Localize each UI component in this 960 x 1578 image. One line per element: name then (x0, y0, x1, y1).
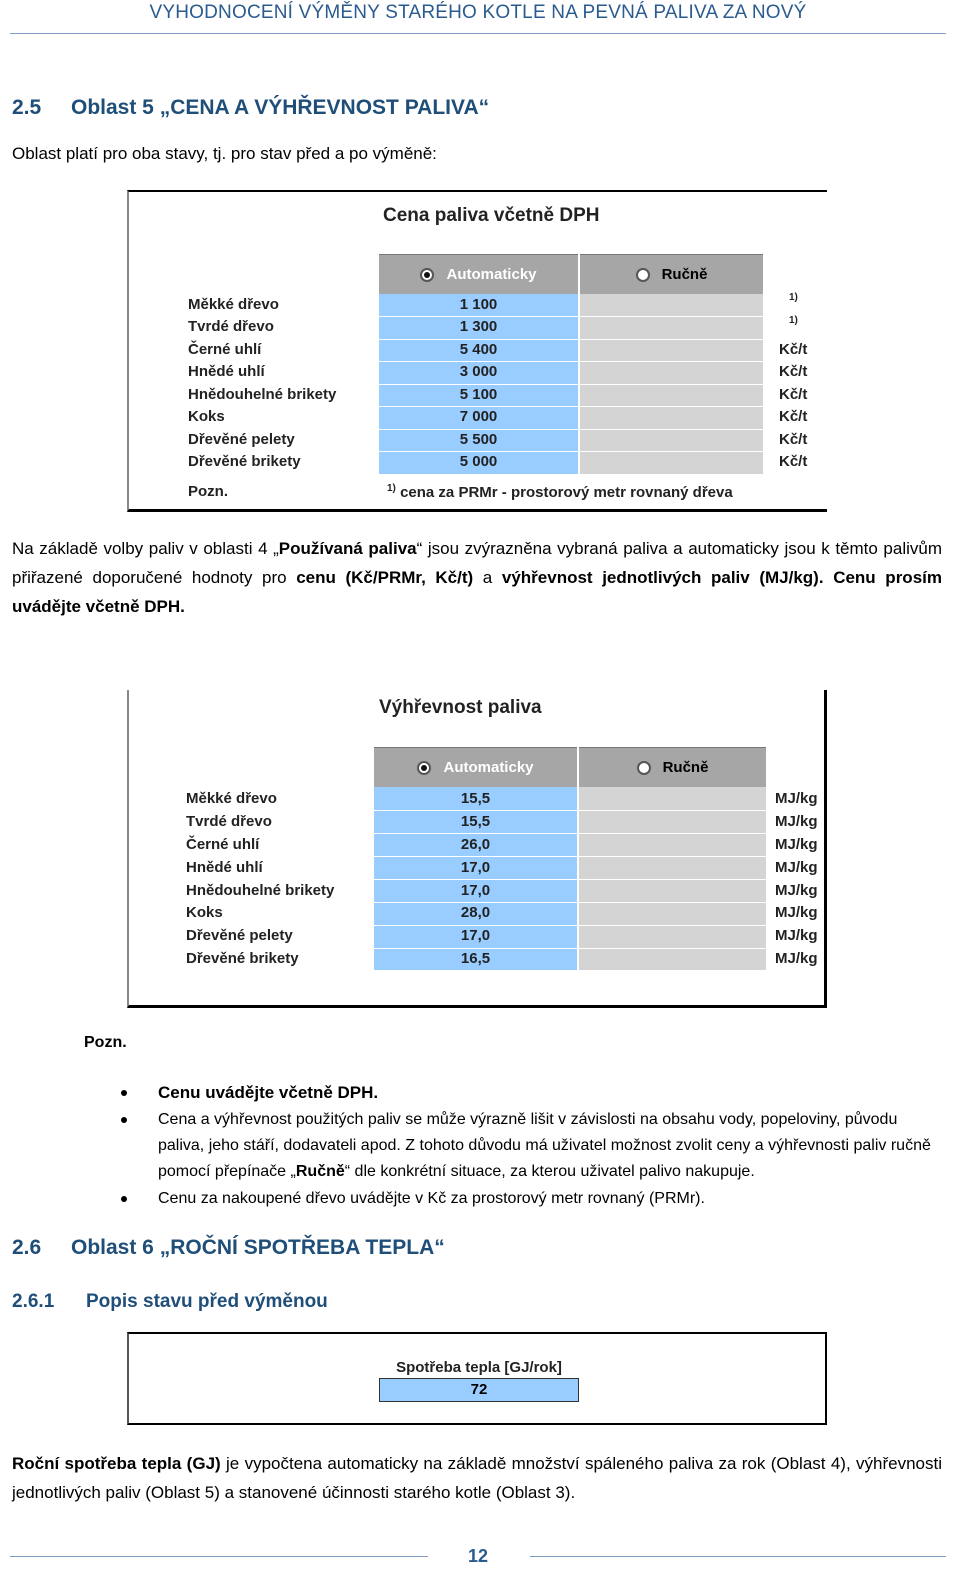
note-text: Cena a výhřevnost použitých paliv se může výrazně lišit v závislosti na obsahu vody, popeloviny, původu paliva, jeho stáří, dodavateli apod. Z tohoto důvodu má uživatel možnost zvolit ceny a výhřevnosti paliv ručně pomocí přepínače „ (158, 1111, 931, 1180)
text-run: je vypočtena automaticky na základě množství spáleného paliva za rok (Oblast 4), výhřevnosti jednotlivých paliv (Oblast 5) a stanovené účinnosti starého kotle (Oblast 3). (12, 1454, 942, 1502)
consumption-label: Spotřeba tepla [GJ/rok] (396, 1359, 562, 1376)
bullet-icon (121, 1090, 127, 1096)
footer-divider-left (10, 1556, 428, 1557)
row-separator (379, 339, 763, 340)
price-row-value[interactable]: 5 500 (459, 431, 498, 448)
section-heading-2-5 (12, 96, 489, 120)
price-row-label: Hnědouhelné brikety (188, 386, 337, 403)
price-auto-label: Automaticky (446, 266, 537, 283)
price-row-value[interactable]: 7 000 (459, 408, 498, 425)
price-row-unit: Kč/t (779, 341, 808, 358)
price-row-unit: Kč/t (779, 453, 808, 470)
explain-paragraph (12, 534, 942, 621)
heat-row-label: Černé uhlí (186, 836, 260, 853)
heat-row-label: Dřevěné pelety (186, 927, 293, 944)
heat-row-label: Měkké dřevo (186, 790, 277, 807)
price-table-title: Cena paliva včetně DPH (383, 205, 600, 226)
text-run-bold: . Cenu prosím uvádějte včetně DPH. (12, 568, 942, 616)
note-text-bold: Ručně (295, 1163, 345, 1180)
heat-row-value[interactable]: 15,5 (460, 790, 491, 807)
note-text: Cenu za nakoupené dřevo uvádějte v Kč za prostorový metr rovnaný (PRMr). (158, 1190, 705, 1207)
price-row-value[interactable]: 1 100 (459, 296, 498, 313)
heat-row-label: Dřevěné brikety (186, 950, 299, 967)
price-row-label: Hnědé uhlí (188, 363, 265, 380)
heat-row-label: Hnědouhelné brikety (186, 882, 335, 899)
section-heading-2-6 (12, 1236, 445, 1260)
heat-manual-header[interactable] (579, 747, 766, 787)
row-separator (374, 856, 766, 857)
row-separator (379, 316, 763, 317)
heat-auto-header[interactable] (374, 747, 577, 787)
text-run-bold: výhřevnost jednotlivých paliv (MJ/kg) (501, 568, 819, 587)
price-row-label: Koks (188, 408, 225, 425)
list-item (112, 1107, 946, 1185)
heat-row-value[interactable]: 16,5 (460, 950, 491, 967)
list-item (112, 1080, 946, 1106)
row-separator (374, 925, 766, 926)
section-number: 2.6.1 (12, 1291, 55, 1312)
price-row-value[interactable]: 5 100 (459, 386, 498, 403)
heat-manual-label: Ručně (662, 759, 709, 776)
footer-divider-right (530, 1556, 946, 1557)
heat-row-value[interactable]: 26,0 (460, 836, 491, 853)
heat-row-label: Hnědé uhlí (186, 859, 263, 876)
heat-row-value[interactable]: 17,0 (460, 882, 491, 899)
section-title: Oblast 6 „ROČNÍ SPOTŘEBA TEPLA“ (71, 1236, 445, 1259)
row-separator (379, 451, 763, 452)
consumption-value: 72 (379, 1378, 579, 1402)
heat-table-title: Výhřevnost paliva (379, 697, 542, 718)
price-row-value[interactable]: 1 300 (459, 318, 498, 335)
text-run-bold: Roční spotřeba tepla (GJ) (12, 1454, 221, 1473)
closing-paragraph (12, 1449, 942, 1507)
price-note-text (387, 483, 733, 501)
heat-row-value[interactable]: 17,0 (460, 859, 491, 876)
radio-unselected-icon[interactable] (637, 761, 651, 775)
price-manual-label: Ručně (661, 266, 708, 283)
section-intro: Oblast platí pro oba stavy, tj. pro stav před a po výměně: (12, 144, 437, 163)
price-row-value[interactable]: 5 400 (459, 341, 498, 358)
section-title: Oblast 5 „CENA A VÝHŘEVNOST PALIVA“ (71, 96, 490, 119)
row-separator (379, 429, 763, 430)
heat-row-unit: MJ/kg (775, 859, 818, 876)
list-item (112, 1186, 946, 1212)
row-separator (374, 879, 766, 880)
page-number: 12 (467, 1546, 489, 1566)
radio-selected-icon[interactable] (417, 761, 431, 775)
row-separator (379, 361, 763, 362)
price-row-unit: Kč/t (779, 408, 808, 425)
heat-row-label: Tvrdé dřevo (186, 813, 272, 830)
text-run: Na základě volby paliv v oblasti 4 „ (12, 539, 279, 558)
radio-unselected-icon[interactable] (636, 268, 650, 282)
row-separator (374, 948, 766, 949)
footnote-text: cena za PRMr - prostorový metr rovnaný dřeva (400, 484, 733, 501)
heat-row-unit: MJ/kg (775, 927, 818, 944)
notes-list (112, 1080, 946, 1213)
heat-row-unit: MJ/kg (775, 813, 818, 830)
price-row-unit: Kč/t (779, 363, 808, 380)
heat-row-unit: MJ/kg (775, 904, 818, 921)
price-row-unit: Kč/t (779, 431, 808, 448)
price-row-label: Dřevěné brikety (188, 453, 301, 470)
price-row-unit: 1) (789, 315, 798, 326)
bullet-icon (121, 1117, 127, 1123)
heat-row-unit: MJ/kg (775, 836, 818, 853)
row-separator (374, 902, 766, 903)
text-run: a (473, 568, 502, 587)
heat-row-value[interactable]: 28,0 (460, 904, 491, 921)
section-number: 2.5 (12, 96, 42, 119)
text-run-bold: cenu (Kč/PRMr, Kč/t) (296, 568, 474, 587)
row-separator (379, 384, 763, 385)
row-separator (374, 833, 766, 834)
running-header: VYHODNOCENÍ VÝMĚNY STARÉHO KOTLE NA PEVNÁ PALIVA ZA NOVÝ (149, 2, 807, 23)
header-divider (10, 33, 946, 34)
price-row-value[interactable]: 3 000 (459, 363, 498, 380)
note-text: Cenu uvádějte včetně DPH. (158, 1083, 379, 1102)
price-row-label: Černé uhlí (188, 341, 262, 358)
heat-row-unit: MJ/kg (775, 882, 818, 899)
price-row-unit: Kč/t (779, 386, 808, 403)
price-note-label: Pozn. (188, 483, 228, 500)
price-row-unit: 1) (789, 292, 798, 303)
row-separator (374, 810, 766, 811)
heat-auto-label: Automaticky (443, 759, 534, 776)
bullet-icon (121, 1196, 127, 1202)
price-auto-header[interactable] (379, 254, 578, 294)
price-row-label: Dřevěné pelety (188, 431, 295, 448)
radio-selected-icon[interactable] (420, 268, 434, 282)
heat-row-unit: MJ/kg (775, 790, 818, 807)
row-separator (379, 406, 763, 407)
notes-label: Pozn. (84, 1034, 127, 1051)
heat-row-value[interactable]: 17,0 (460, 927, 491, 944)
note-text: “ dle konkrétní situace, za kterou uživatel palivo nakupuje. (344, 1163, 755, 1180)
footnote-mark: 1) (387, 483, 396, 494)
price-row-label: Měkké dřevo (188, 296, 279, 313)
price-manual-header[interactable] (580, 254, 763, 294)
heat-row-label: Koks (186, 904, 223, 921)
heat-row-value[interactable]: 15,5 (460, 813, 491, 830)
section-title: Popis stavu před výměnou (86, 1291, 328, 1312)
heat-row-unit: MJ/kg (775, 950, 818, 967)
price-row-value[interactable]: 5 000 (459, 453, 498, 470)
section-heading-2-6-1 (12, 1291, 328, 1313)
text-run-bold: Používaná paliva (278, 539, 417, 558)
price-row-label: Tvrdé dřevo (188, 318, 274, 335)
section-number: 2.6 (12, 1236, 42, 1259)
text-run: “ jsou zvýrazněna vybraná paliva a automaticky jsou k těmto palivům přiřazené doporučené hodnoty pro (12, 539, 942, 587)
